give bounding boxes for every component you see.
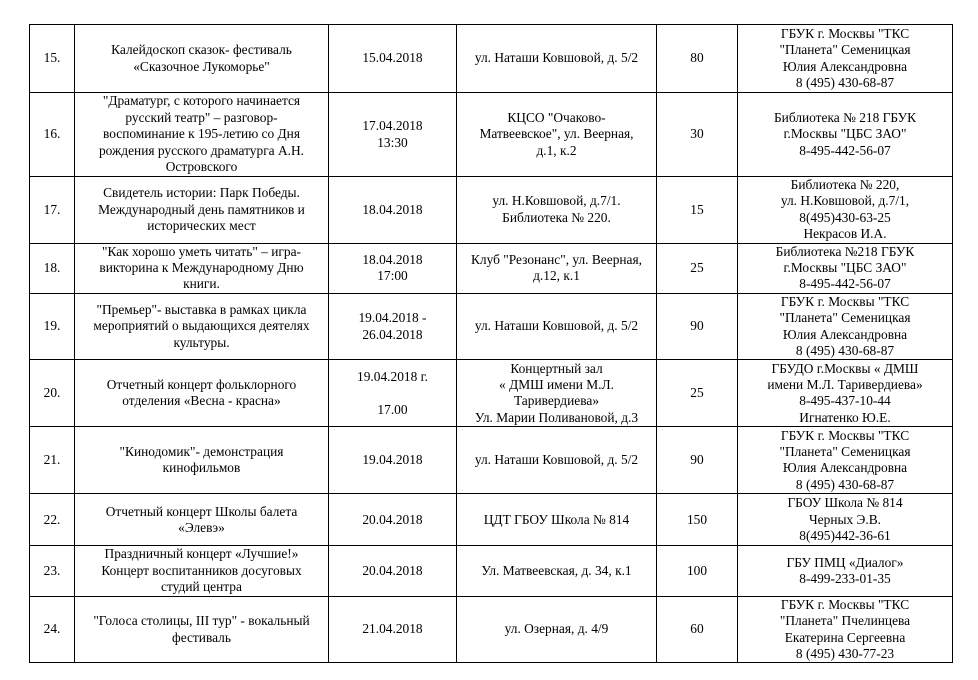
event-name: Праздничный концерт «Лучшие!» Концерт воспитанников досуговых студий центра [75, 546, 329, 596]
event-date: 20.04.2018 [329, 494, 457, 546]
organizer-contact: ГБУК г. Москвы "ТКС "Планета" Семеницкая Юлия Александровна 8 (495) 430-68-87 [738, 25, 953, 93]
event-date: 19.04.2018 [329, 427, 457, 494]
table-row [30, 494, 953, 546]
row-number: 20. [30, 360, 75, 427]
organizer-contact: Библиотека № 218 ГБУК г.Москвы "ЦБС ЗАО" 8-495-442-56-07 [738, 93, 953, 177]
organizer-contact: ГБУК г. Москвы "ТКС "Планета" Семеницкая Юлия Александровна 8 (495) 430-68-87 [738, 427, 953, 494]
event-address: ЦДТ ГБОУ Школа № 814 [457, 494, 657, 546]
event-address: ул. Наташи Ковшовой, д. 5/2 [457, 25, 657, 93]
participant-count: 60 [657, 596, 738, 663]
participant-count: 90 [657, 293, 738, 360]
organizer-contact: Библиотека №218 ГБУК г.Москвы "ЦБС ЗАО" 8-495-442-56-07 [738, 243, 953, 293]
participant-count: 150 [657, 494, 738, 546]
organizer-contact: ГБУК г. Москвы "ТКС "Планета" Семеницкая Юлия Александровна 8 (495) 430-68-87 [738, 293, 953, 360]
organizer-contact: ГБУДО г.Москвы « ДМШ имени М.Л. Таривердиева» 8-495-437-10-44 Игнатенко Ю.Е. [738, 360, 953, 427]
event-name: "Как хорошо уметь читать" – игра- викторина к Международному Дню книги. [75, 243, 329, 293]
row-number: 22. [30, 494, 75, 546]
event-address: ул. Озерная, д. 4/9 [457, 596, 657, 663]
row-number: 23. [30, 546, 75, 596]
row-number: 24. [30, 596, 75, 663]
event-date: 20.04.2018 [329, 546, 457, 596]
participant-count: 100 [657, 546, 738, 596]
event-name: Отчетный концерт фольклорного отделения «Весна - красна» [75, 360, 329, 427]
event-date: 18.04.2018 [329, 177, 457, 244]
organizer-contact: ГБОУ Школа № 814 Черных Э.В. 8(495)442-36-61 [738, 494, 953, 546]
event-name: Отчетный концерт Школы балета «Элевэ» [75, 494, 329, 546]
table-row [30, 177, 953, 244]
event-date: 21.04.2018 [329, 596, 457, 663]
row-number: 17. [30, 177, 75, 244]
event-date: 18.04.2018 17:00 [329, 243, 457, 293]
event-address: КЦСО "Очаково- Матвеевское", ул. Веерная, д.1, к.2 [457, 93, 657, 177]
row-number: 16. [30, 93, 75, 177]
table-row [30, 596, 953, 663]
participant-count: 30 [657, 93, 738, 177]
event-date: 15.04.2018 [329, 25, 457, 93]
event-name: Калейдоскоп сказок- фестиваль «Сказочное Лукоморье" [75, 25, 329, 93]
events-table [29, 24, 953, 663]
participant-count: 15 [657, 177, 738, 244]
table-row [30, 546, 953, 596]
table-row [30, 93, 953, 177]
event-address: ул. Наташи Ковшовой, д. 5/2 [457, 427, 657, 494]
row-number: 21. [30, 427, 75, 494]
event-address: Ул. Матвеевская, д. 34, к.1 [457, 546, 657, 596]
table-row [30, 25, 953, 93]
event-name: "Голоса столицы, III тур" - вокальный фестиваль [75, 596, 329, 663]
row-number: 18. [30, 243, 75, 293]
table-row [30, 427, 953, 494]
row-number: 19. [30, 293, 75, 360]
event-name: "Драматург, с которого начинается русский театр" – разговор- воспоминание к 195-летию со Дня рождения русского драматурга А.Н. Островского [75, 93, 329, 177]
organizer-contact: ГБУК г. Москвы "ТКС "Планета" Пчелинцева Екатерина Сергеевна 8 (495) 430-77-23 [738, 596, 953, 663]
row-number: 15. [30, 25, 75, 93]
event-date: 19.04.2018 г. 17.00 [329, 360, 457, 427]
event-address: ул. Наташи Ковшовой, д. 5/2 [457, 293, 657, 360]
event-date: 17.04.2018 13:30 [329, 93, 457, 177]
event-date: 19.04.2018 - 26.04.2018 [329, 293, 457, 360]
table-row [30, 243, 953, 293]
event-address: Клуб "Резонанс", ул. Веерная, д.12, к.1 [457, 243, 657, 293]
organizer-contact: Библиотека № 220, ул. Н.Ковшовой, д.7/1, 8(495)430-63-25 Некрасов И.А. [738, 177, 953, 244]
event-address: ул. Н.Ковшовой, д.7/1. Библиотека № 220. [457, 177, 657, 244]
event-name: "Премьер"- выставка в рамках цикла мероприятий о выдающихся деятелях культуры. [75, 293, 329, 360]
organizer-contact: ГБУ ПМЦ «Диалог» 8-499-233-01-35 [738, 546, 953, 596]
event-name: Свидетель истории: Парк Победы. Международный день памятников и исторических мест [75, 177, 329, 244]
event-name: "Кинодомик"- демонстрация кинофильмов [75, 427, 329, 494]
participant-count: 25 [657, 243, 738, 293]
event-address: Концертный зал « ДМШ имени М.Л. Таривердиева» Ул. Марии Поливановой, д.3 [457, 360, 657, 427]
participant-count: 80 [657, 25, 738, 93]
participant-count: 90 [657, 427, 738, 494]
table-row [30, 360, 953, 427]
participant-count: 25 [657, 360, 738, 427]
table-row [30, 293, 953, 360]
